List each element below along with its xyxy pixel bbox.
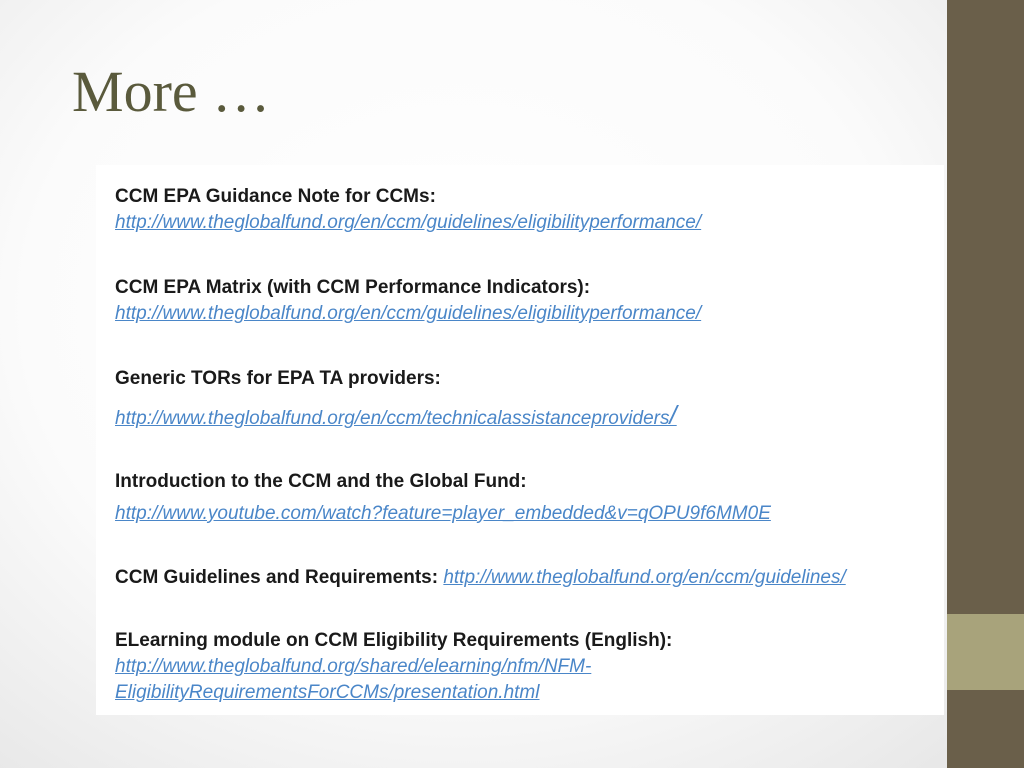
entry-link[interactable] (115, 654, 934, 706)
entry-heading: CCM EPA Matrix (with CCM Performance Indicators): (115, 277, 591, 298)
resource-entry-generic-tors (115, 366, 934, 432)
entry-link-text: http://www.theglobalfund.org/en/ccm/technicalassistanceproviders (115, 408, 670, 429)
resource-entry-elearning (115, 628, 934, 706)
entry-link[interactable] (115, 400, 677, 430)
entry-heading: Introduction to the CCM and the Global Fund: (115, 471, 527, 492)
slide-title: More … (72, 59, 271, 124)
entry-link[interactable]: http://www.youtube.com/watch?feature=player_embedded&v=qOPU9f6MM0E (115, 503, 771, 524)
side-accent-block (947, 614, 1024, 690)
entry-link[interactable]: http://www.theglobalfund.org/en/ccm/guidelines/eligibilityperformance/ (115, 212, 702, 233)
entry-link[interactable]: http://www.theglobalfund.org/en/ccm/guidelines/eligibilityperformance/ (115, 303, 702, 324)
resource-entry-guidelines (115, 565, 934, 591)
entry-heading: CCM EPA Guidance Note for CCMs: (115, 186, 436, 207)
entry-link-line-1: http://www.theglobalfund.org/shared/elearning/nfm/NFM- (115, 656, 592, 677)
resource-entry-introduction (115, 469, 934, 527)
entry-link-suffix: / (669, 400, 677, 430)
resource-entry-epa-matrix (115, 275, 934, 327)
entry-heading: Generic TORs for EPA TA providers: (115, 368, 441, 389)
entry-heading: CCM Guidelines and Requirements: (115, 567, 439, 588)
resource-entry-epa-guidance (115, 184, 934, 236)
entry-heading: ELearning module on CCM Eligibility Requirements (English): (115, 630, 673, 651)
entry-link-line-2: EligibilityRequirementsForCCMs/presentation.html (115, 682, 540, 703)
entry-link[interactable]: http://www.theglobalfund.org/en/ccm/guidelines/ (443, 567, 846, 588)
